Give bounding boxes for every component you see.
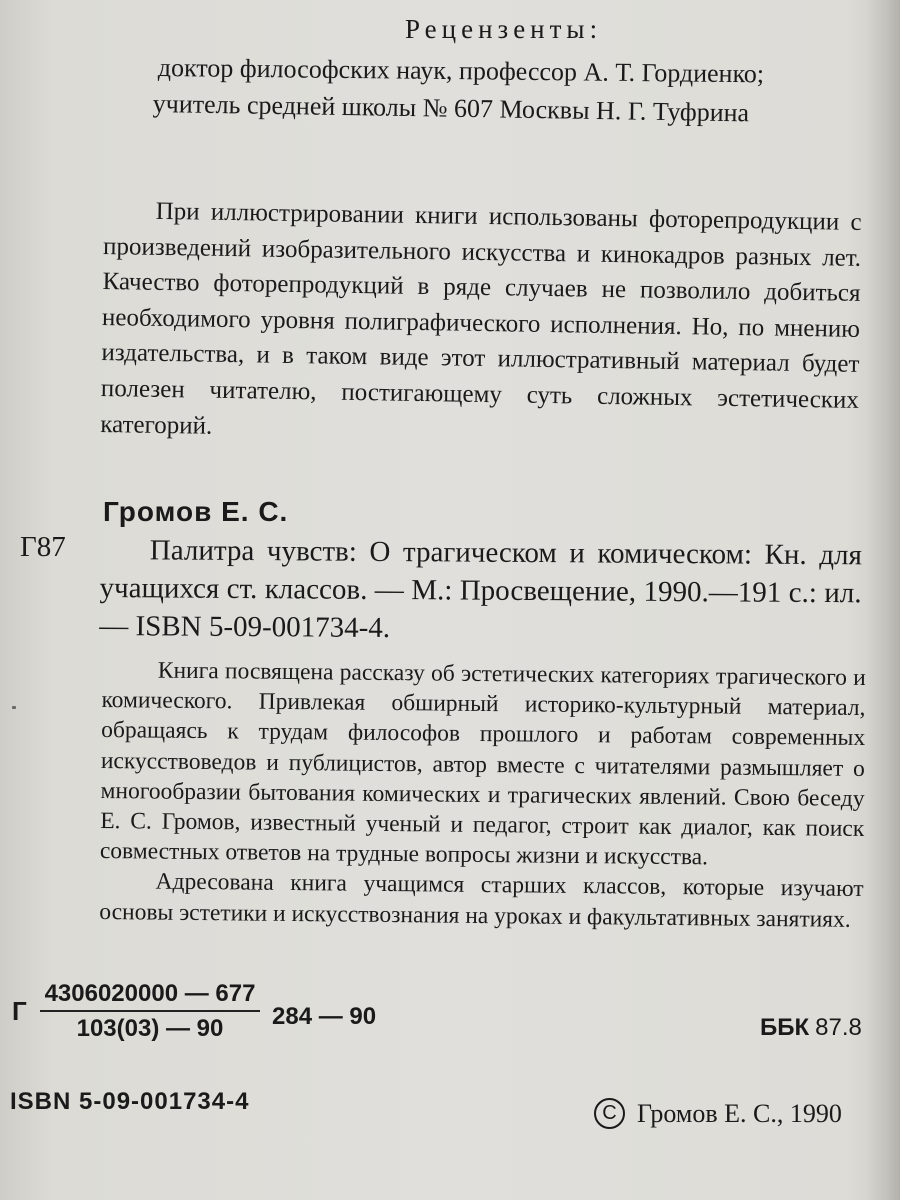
catalog-author: Громов Е. С.: [103, 496, 289, 527]
annotation: [99, 655, 866, 935]
index-denominator: 103(03) — 90: [76, 1015, 224, 1042]
annotation-paragraph: Адресована книга учащимся старших классов, которые изучают основы эстетики и искусствознания на уроках и факультативных занятиях.: [99, 868, 864, 933]
reviewer-line: учитель средней школы № 607 Москвы Н. Г. Туфрина: [152, 89, 750, 128]
page-edge-shadow: [866, 0, 900, 1200]
annotation-paragraph: Книга посвящена рассказу об эстетических категориях трагического и комического. Привлекая обширный историко-культурный материал, обращаясь к трудам философов прошлого и работам современных искусствоведов и публицистов, автор вместе с читателями размышляет о многообразии бытования комических и трагических явлений. Свою беседу Е. С. Громов, известный ученый и педагог, строит как диалог, как поиск совместных ответов на трудные вопросы жизни и искусства.: [99, 657, 866, 871]
bbk-value: 87.8: [815, 1014, 862, 1041]
index-numerator: 4306020000 — 677: [44, 980, 256, 1007]
library-code: Г87: [20, 531, 66, 563]
copyright-text: Громов Е. С., 1990: [637, 1098, 842, 1128]
index-tail: 284 — 90: [272, 1003, 377, 1030]
index-letter: Г: [12, 996, 27, 1026]
reviewers-heading: Рецензенты:: [405, 14, 603, 44]
index-fraction: [40, 980, 260, 1043]
reviewer-line: доктор философских наук, профессор А. Т. Гордиенко;: [157, 53, 765, 89]
bibliographic-description: Палитра чувств: О трагическом и комическом: Кн. для учащихся ст. классов. — М.: Просвещение, 1990.—191 с.: ил.— ISBN 5-09-001734-4.: [99, 534, 862, 645]
copyright-icon: [594, 1098, 625, 1129]
bbk-label: ББК: [760, 1014, 810, 1041]
copyright: [594, 1098, 842, 1129]
bbk-classification: [760, 1014, 862, 1042]
isbn: ISBN 5-09-001734-4: [10, 1088, 250, 1115]
paper-speck: [12, 706, 16, 709]
illustration-note: При иллюстрировании книги использованы фоторепродукции с произведений изобразительного искусства и кинокадров разных лет. Качество фоторепродукций в ряде случаев не позволило добиться необходимого уровня полиграфического исполнения. Но, по мнению издательства, и в таком виде этот иллюстративный материал будет полезен читателю, постигающему суть сложных эстетических категорий.: [100, 197, 862, 440]
fraction-bar: [40, 1010, 260, 1012]
